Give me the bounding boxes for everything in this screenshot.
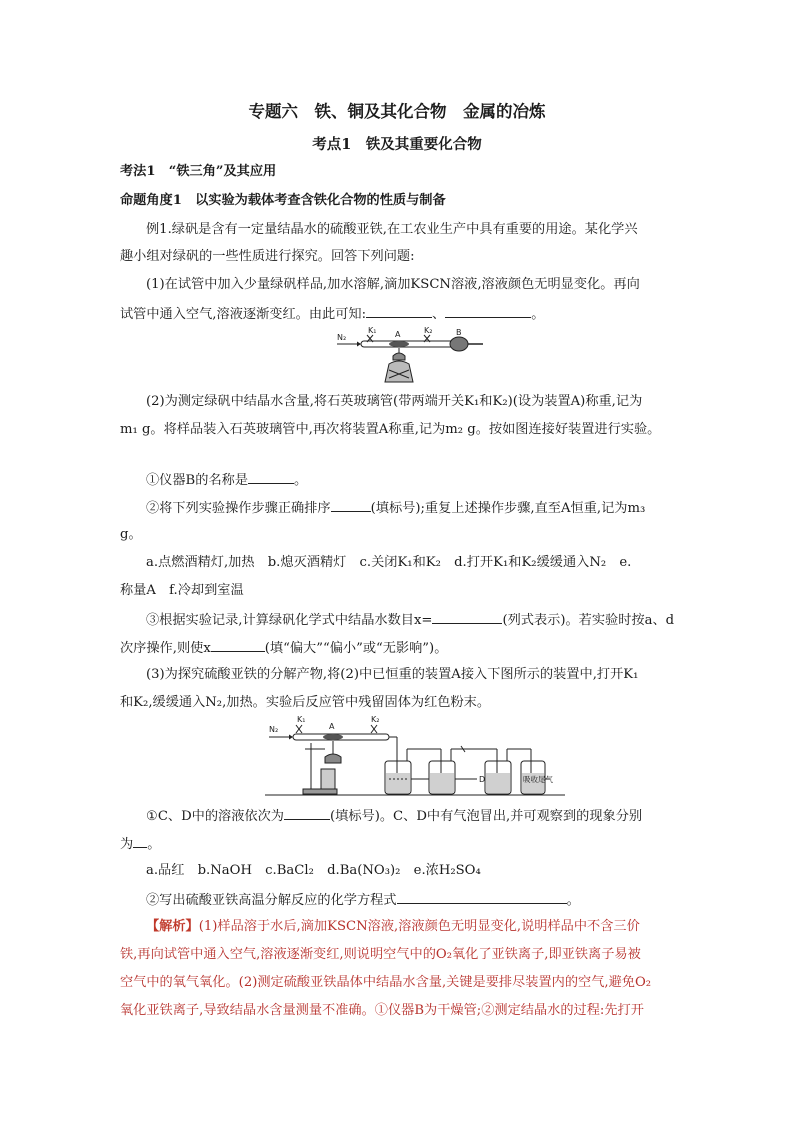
answer-blank-9 bbox=[397, 890, 567, 904]
question-3-i-text-b: (填标号)。C、D中有气泡冒出,并可观察到的现象分别 bbox=[330, 809, 643, 824]
analysis-line-2: 铁,再向试管中通入空气,溶液逐渐变红,则说明空气中的O₂氧化了亚铁离子,即亚铁离子易被 bbox=[120, 947, 641, 962]
fig2-exhaust-label: 吸收尾气 bbox=[523, 775, 553, 784]
question-3-i-text-d: 。 bbox=[147, 837, 161, 852]
question-2-line-2: m₁ g。将样品装入石英玻璃管中,再次将装置A称重,记为m₂ g。按如图连接好装置进行实验。 bbox=[120, 422, 661, 437]
question-3-ii-text: ②写出硫酸亚铁高温分解反应的化学方程式 bbox=[146, 893, 397, 908]
apparatus-figure-1 bbox=[335, 322, 485, 384]
analysis-line-4: 氧化亚铁离子,导致结晶水含量测量不准确。①仪器B为干燥管;②测定结晶水的过程:先打开 bbox=[120, 1003, 644, 1018]
question-2-line-1: (2)为测定绿矾中结晶水含量,将石英玻璃管(带两端开关K₁和K₂)(设为装置A)称重,记为 bbox=[146, 394, 643, 409]
question-1-line-1: (1)在试管中加入少量绿矾样品,加水溶解,滴加KSCN溶液,溶液颜色无明显变化。再向 bbox=[146, 277, 640, 292]
answer-blank-6 bbox=[211, 638, 265, 652]
end-punct: 。 bbox=[531, 307, 545, 322]
steps-line-2: 称量A f.冷却到室温 bbox=[120, 583, 244, 598]
fig1-k1-label: K₁ bbox=[368, 326, 377, 335]
question-1-text: 试管中通入空气,溶液逐渐变红。由此可知: bbox=[120, 307, 367, 322]
apparatus-figure-2 bbox=[265, 713, 565, 797]
fig2-d-label: D bbox=[479, 775, 486, 784]
fig2-k2-label: K₂ bbox=[371, 715, 380, 724]
answer-blank-4 bbox=[331, 498, 371, 512]
question-2-i bbox=[146, 470, 706, 490]
fig1-n2-label: N₂ bbox=[337, 333, 347, 342]
angle-heading: 命题角度1 以实验为载体考查含铁化合物的性质与制备 bbox=[120, 193, 446, 208]
fig2-k1-label: K₁ bbox=[297, 715, 306, 724]
question-3-line-1: (3)为探究硫酸亚铁的分解产物,将(2)中已恒重的装置A接入下图所示的装置中,打开K₁ bbox=[146, 667, 639, 682]
fig1-k2-label: K₂ bbox=[424, 326, 433, 335]
options-line: a.品红 b.NaOH c.BaCl₂ d.Ba(NO₃)₂ e.浓H₂SO₄ bbox=[146, 863, 481, 878]
question-2-iii-text-a: ③根据实验记录,计算绿矾化学式中结晶水数目x= bbox=[146, 613, 433, 628]
answer-blank-1 bbox=[366, 304, 432, 318]
example-line-1: 例1.绿矾是含有一定量结晶水的硫酸亚铁,在工农业生产中具有重要的用途。某化学兴 bbox=[146, 222, 638, 237]
fig2-n2-label: N₂ bbox=[269, 725, 279, 734]
question-2-iii-text-b: (列式表示)。若实验时按a、d bbox=[502, 613, 675, 628]
answer-blank-7 bbox=[284, 806, 330, 820]
end-punct: 。 bbox=[294, 473, 308, 488]
question-1-line-2 bbox=[120, 304, 680, 324]
fig1-a-label: A bbox=[395, 330, 401, 339]
separator: 、 bbox=[432, 307, 446, 322]
fig1-b-label: B bbox=[456, 328, 462, 337]
analysis-tag: 【解析】 bbox=[146, 919, 199, 934]
example-line-2: 趣小组对绿矾的一些性质进行探究。回答下列问题: bbox=[120, 249, 415, 264]
question-2-iii-text-d: (填“偏大”“偏小”或“无影响”)。 bbox=[264, 641, 448, 656]
fig2-a-label: A bbox=[329, 722, 335, 731]
question-2-ii-cont: g。 bbox=[120, 527, 142, 542]
question-2-ii bbox=[146, 498, 706, 518]
question-2-ii-text-a: ②将下列实验操作步骤正确排序 bbox=[146, 501, 331, 516]
method-heading: 考法1 “铁三角”及其应用 bbox=[120, 164, 277, 179]
question-2-ii-text-b: (填标号);重复上述操作步骤,直至A恒重,记为m₃ bbox=[370, 501, 646, 516]
analysis-text-1: (1)样品溶于水后,滴加KSCN溶液,溶液颜色无明显变化,说明样品中不含三价 bbox=[198, 919, 640, 934]
question-3-line-2: 和K₂,缓缓通入N₂,加热。实验后反应管中残留固体为红色粉末。 bbox=[120, 695, 491, 710]
end-punct: 。 bbox=[566, 893, 580, 908]
question-2-iii-text-c: 次序操作,则使x bbox=[120, 641, 211, 656]
analysis-line-3: 空气中的氧气氧化。(2)测定硫酸亚铁晶体中结晶水含量,关键是要排尽装置内的空气,避免O₂ bbox=[120, 975, 652, 990]
answer-blank-2 bbox=[445, 304, 531, 318]
analysis-line-1 bbox=[146, 918, 706, 936]
steps-line-1: a.点燃酒精灯,加热 b.熄灭酒精灯 c.关闭K₁和K₂ d.打开K₁和K₂缓缓通入N₂ e. bbox=[146, 555, 632, 570]
page-title: 专题六 铁、铜及其化合物 金属的冶炼 bbox=[248, 102, 546, 121]
question-3-i-cont bbox=[120, 834, 680, 854]
answer-blank-8 bbox=[133, 834, 147, 848]
question-3-i-text-c: 为 bbox=[120, 837, 134, 852]
answer-blank-3 bbox=[248, 470, 294, 484]
section-subtitle: 考点1 铁及其重要化合物 bbox=[312, 136, 482, 153]
question-2-i-text: ①仪器B的名称是 bbox=[146, 473, 249, 488]
question-2-iii bbox=[146, 610, 706, 630]
question-2-iii-cont bbox=[120, 638, 680, 658]
question-3-i-text-a: ①C、D中的溶液依次为 bbox=[146, 809, 284, 824]
answer-blank-5 bbox=[432, 610, 502, 624]
question-3-i bbox=[146, 806, 706, 826]
question-3-ii bbox=[146, 890, 706, 910]
